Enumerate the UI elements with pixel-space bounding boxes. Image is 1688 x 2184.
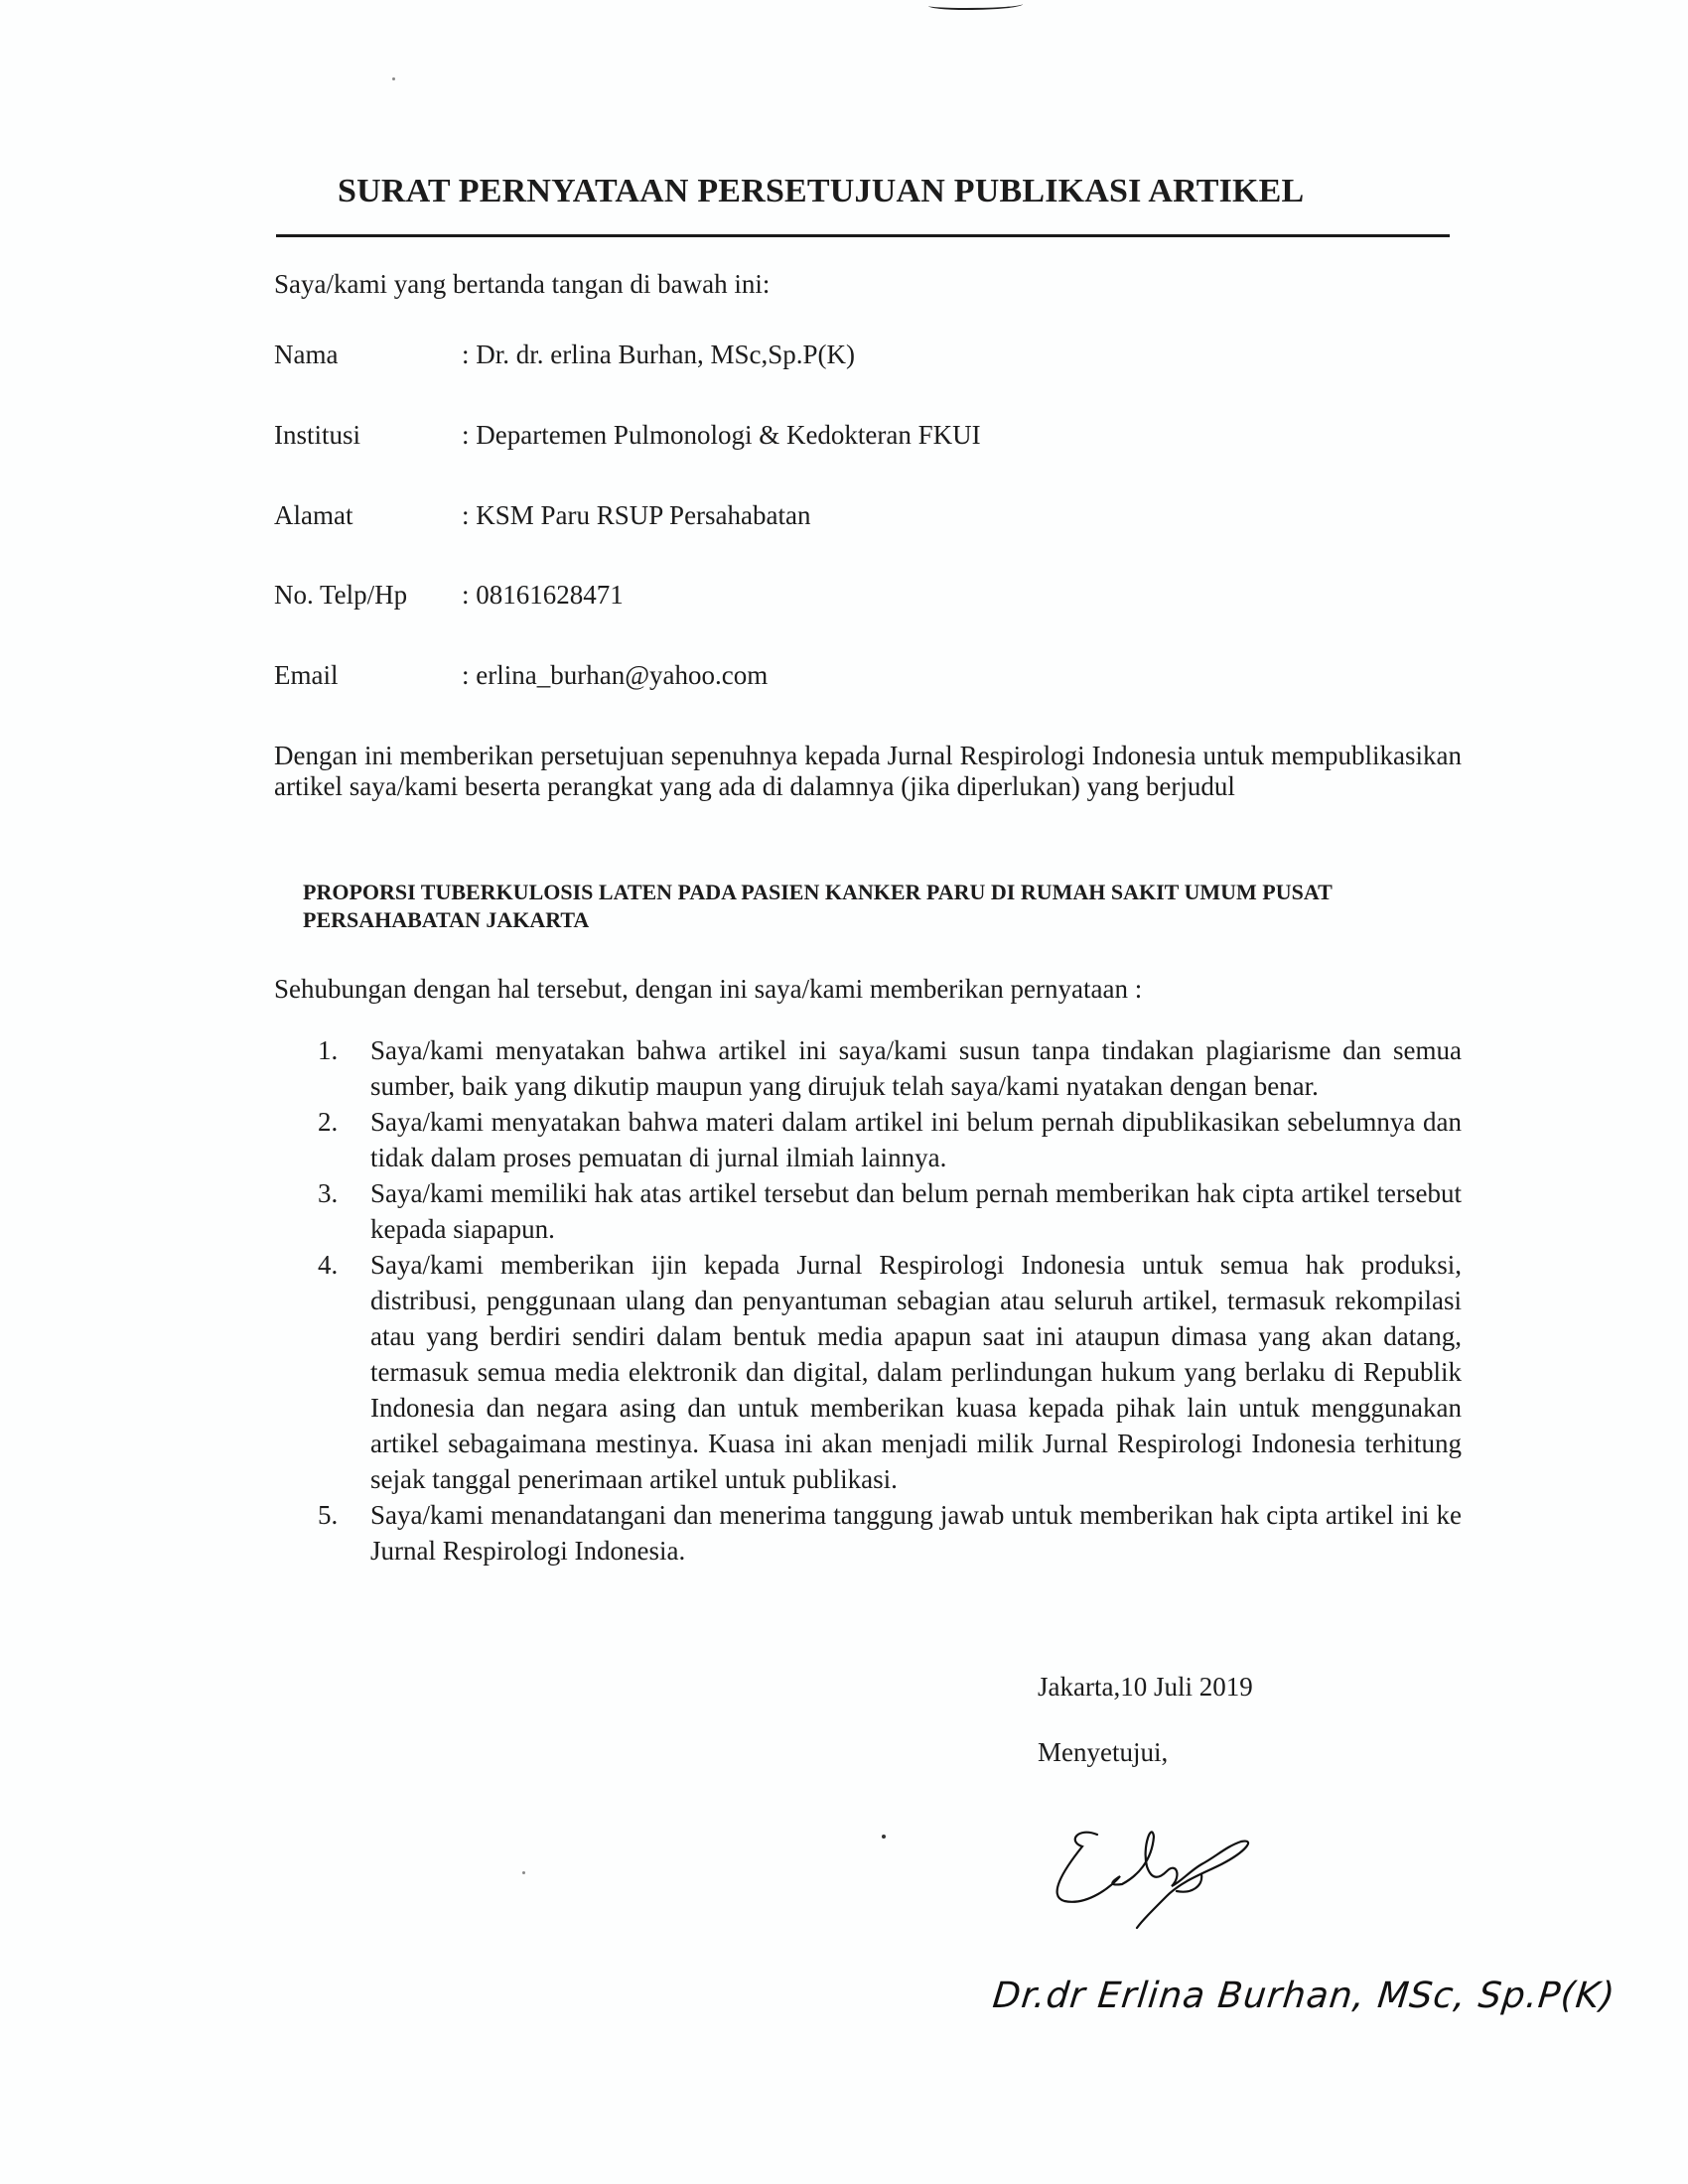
statement-item bbox=[318, 1497, 1462, 1569]
field-value: : KSM Paru RSUP Persahabatan bbox=[462, 500, 811, 530]
document-title: SURAT PERNYATAAN PERSETUJUAN PUBLIKASI ARTIKEL bbox=[338, 173, 1305, 209]
scan-speck bbox=[882, 1835, 886, 1839]
field-institusi bbox=[274, 420, 981, 451]
article-title: PROPORSI TUBERKULOSIS LATEN PADA PASIEN KANKER PARU DI RUMAH SAKIT UMUM PUSAT PERSAHABATAN JAKARTA bbox=[303, 880, 1333, 932]
item-text: Saya/kami menandatangani dan menerima tanggung jawab untuk memberikan hak cipta artikel ini ke Jurnal Respirologi Indonesia. bbox=[370, 1500, 1462, 1566]
place-date: Jakarta,10 Juli 2019 bbox=[1038, 1672, 1253, 1702]
field-label: No. Telp/Hp bbox=[274, 580, 408, 610]
item-text: Saya/kami menyatakan bahwa materi dalam artikel ini belum pernah dipublikasikan sebelumnya dan tidak dalam proses pemuatan di jurnal ilmiah lainnya. bbox=[370, 1107, 1462, 1172]
scan-speck bbox=[522, 1871, 525, 1874]
statement-item bbox=[318, 1104, 1462, 1175]
item-text: Saya/kami memberikan ijin kepada Jurnal Respirologi Indonesia untuk semua hak produksi, distribusi, penggunaan ulang dan penyantuman sebagian atau seluruh artikel, termasuk rekompilasi atau yang berdiri sendiri dalam bentuk media apapun saat ini ataupun dimasa yang akan datang, termasuk semua media elektronik dan digital, dalam perlindungan hukum yang berlaku di Republik Indonesia dan negara asing dan untuk memberikan kuasa kepada pihak lain untuk menggunakan artikel sebagaimana mestinya. Kuasa ini akan menjadi milik Jurnal Respirologi Indonesia terhitung sejak tanggal penerimaan artikel untuk publikasi. bbox=[370, 1250, 1462, 1494]
field-value: : 08161628471 bbox=[462, 580, 624, 610]
statement-item bbox=[318, 1032, 1462, 1104]
field-value: : Departemen Pulmonologi & Kedokteran FKUI bbox=[462, 420, 981, 450]
item-text: Saya/kami menyatakan bahwa artikel ini saya/kami susun tanpa tindakan plagiarisme dan semua sumber, baik yang dikutip maupun yang dirujuk telah saya/kami nyatakan dengan benar. bbox=[370, 1035, 1462, 1101]
scan-speck bbox=[392, 77, 395, 80]
statement-intro: Sehubungan dengan hal tersebut, dengan ini saya/kami memberikan pernyataan : bbox=[274, 974, 1143, 1004]
field-label: Alamat bbox=[274, 500, 353, 530]
item-number: 5. bbox=[318, 1500, 339, 1530]
handwritten-name: Dr.dr Erlina Burhan, MSc, Sp.P(K) bbox=[990, 1976, 1618, 2016]
field-label: Nama bbox=[274, 340, 339, 369]
intro-text: Saya/kami yang bertanda tangan di bawah ini: bbox=[274, 269, 771, 299]
statement-item bbox=[318, 1175, 1462, 1247]
title-divider bbox=[276, 234, 1450, 237]
consent-paragraph: Dengan ini memberikan persetujuan sepenuhnya kepada Jurnal Respirologi Indonesia untuk mempublikasikan artikel saya/kami beserta perangkat yang ada di dalamnya (jika diperlukan) yang berjudul bbox=[274, 741, 1462, 801]
item-number: 2. bbox=[318, 1107, 339, 1137]
field-value: : Dr. dr. erlina Burhan, MSc,Sp.P(K) bbox=[462, 340, 855, 369]
approval-label: Menyetujui, bbox=[1038, 1737, 1169, 1767]
item-number: 4. bbox=[318, 1250, 339, 1280]
field-nama bbox=[274, 340, 855, 370]
item-number: 3. bbox=[318, 1178, 339, 1208]
field-label: Email bbox=[274, 660, 339, 690]
item-number: 1. bbox=[318, 1035, 339, 1065]
field-label: Institusi bbox=[274, 420, 361, 450]
item-text: Saya/kami memiliki hak atas artikel tersebut dan belum pernah memberikan hak cipta artikel tersebut kepada siapapun. bbox=[370, 1178, 1462, 1244]
field-telp bbox=[274, 580, 624, 611]
field-email bbox=[274, 660, 768, 691]
signature-icon bbox=[1043, 1817, 1321, 1946]
statement-item bbox=[318, 1247, 1462, 1497]
field-value: : erlina_burhan@yahoo.com bbox=[462, 660, 769, 690]
scan-artifact-mark bbox=[928, 0, 1023, 10]
statement-list bbox=[318, 1032, 1462, 1569]
field-alamat bbox=[274, 500, 811, 531]
